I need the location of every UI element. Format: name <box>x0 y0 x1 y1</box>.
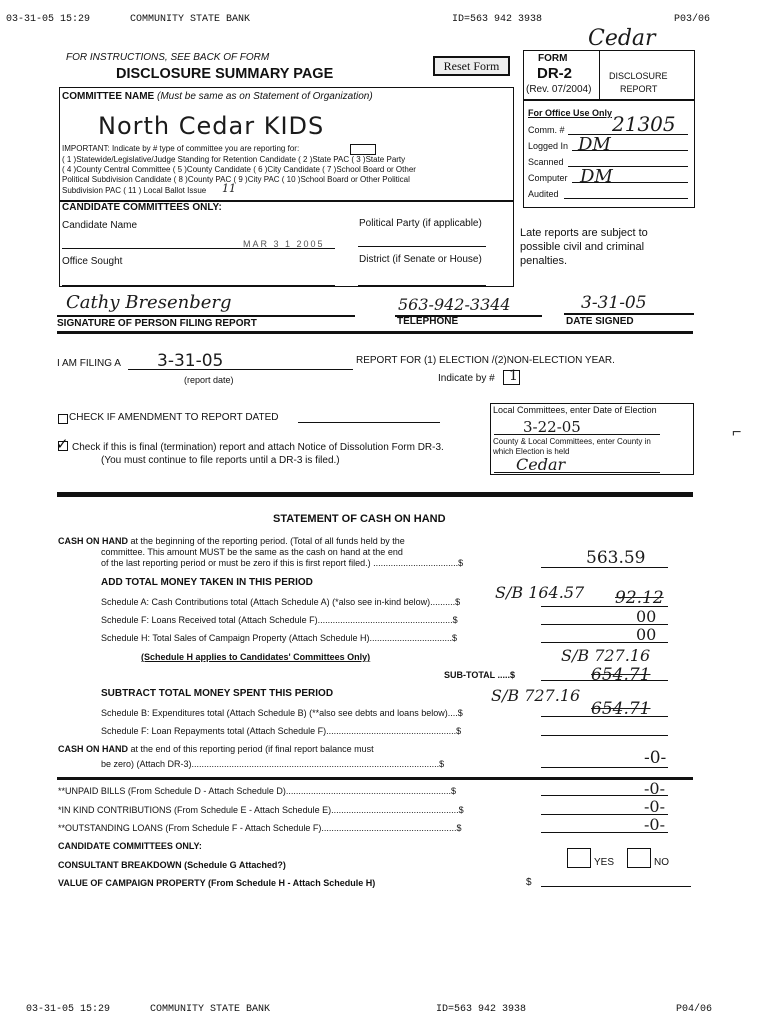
form-number: DR-2 <box>537 65 573 82</box>
filing-value: 3-31-05 <box>157 351 224 371</box>
scanned-label: Scanned <box>528 157 564 167</box>
fax-footer-sender: COMMUNITY STATE BANK <box>150 1004 271 1015</box>
county-handwritten: Cedar <box>588 26 656 51</box>
committee-types-line4: Subdivision PAC ( 11 ) Local Ballot Issue <box>62 186 207 195</box>
office-sought-label: Office Sought <box>62 256 123 267</box>
election-type-value: 1 <box>509 368 518 384</box>
logged-in-label: Logged In <box>528 141 569 151</box>
schedule-a-value: 92.12 <box>615 588 664 608</box>
in-kind-label: *IN KIND CONTRIBUTIONS (From Schedule E - Attach Schedule E)...................................................$ <box>58 805 464 815</box>
computer-label: Computer <box>528 173 568 183</box>
outstanding-loans-label: **OUTSTANDING LOANS (From Schedule F - Attach Schedule F)......................................................$ <box>58 823 462 833</box>
form-type-line1: DISCLOSURE <box>609 71 668 81</box>
add-money-header: ADD TOTAL MONEY TAKEN IN THIS PERIOD <box>101 577 313 588</box>
schedule-a-note: S/B 164.57 <box>495 583 585 602</box>
district-label: District (if Senate or House) <box>359 254 482 265</box>
received-stamp: MAR 3 1 2005 <box>243 239 325 249</box>
coh-end-value: -0- <box>644 748 667 768</box>
candidate-only-header: CANDIDATE COMMITTEES ONLY: <box>58 841 202 851</box>
schedule-h-note: (Schedule H applies to Candidates' Committees Only) <box>141 652 371 662</box>
form-title: DISCLOSURE SUMMARY PAGE <box>116 66 334 82</box>
committee-name-label: COMMITTEE NAME (Must be same as on Statement of Organization) <box>62 91 373 102</box>
campaign-property-label: VALUE OF CAMPAIGN PROPERTY (From Schedule H - Attach Schedule H) <box>58 878 376 888</box>
signature-label: SIGNATURE OF PERSON FILING REPORT <box>57 318 257 329</box>
report-for-text: REPORT FOR (1) ELECTION /(2)NON-ELECTION YEAR. <box>356 355 615 366</box>
important-note: IMPORTANT: Indicate by # type of committee you are reporting for: <box>62 144 300 153</box>
audited-label: Audited <box>528 189 559 199</box>
schedule-b-label: Schedule B: Expenditures total (Attach Schedule B) (**also see debts and loans below)....$ <box>101 708 463 718</box>
local-election-label: Local Committees, enter Date of Election <box>493 405 657 415</box>
fax-header-sender: COMMUNITY STATE BANK <box>130 14 251 25</box>
reset-form-button[interactable]: Reset Form <box>433 56 510 76</box>
coh-begin-line3: of the last reporting period or must be zero if this is first report filed.) ..................................$ <box>101 558 464 568</box>
schedule-f-loans-value: 00 <box>636 607 657 626</box>
consultant-yes-label: YES <box>594 857 615 868</box>
outstanding-loans-value: -0- <box>644 815 665 834</box>
candidate-header: CANDIDATE COMMITTEES ONLY: <box>62 202 222 213</box>
in-kind-value: -0- <box>644 797 665 816</box>
coh-end-line1: CASH ON HAND at the end of this reporting period (if final report balance must <box>58 744 374 754</box>
late-notice-line1: Late reports are subject to <box>520 227 648 239</box>
late-notice-line2: possible civil and criminal <box>520 241 645 253</box>
coh-begin-line2: committee. This amount MUST be the same as the cash on hand at the end <box>101 547 403 557</box>
fax-footer-id: ID=563 942 3938 <box>436 1004 527 1015</box>
unpaid-bills-value: -0- <box>644 779 665 798</box>
subtract-money-header: SUBTRACT TOTAL MONEY SPENT THIS PERIOD <box>101 688 334 699</box>
fax-footer-datetime: 03-31-05 15:29 <box>26 1004 111 1015</box>
party-label: Political Party (if applicable) <box>359 218 482 229</box>
form-label: FORM <box>538 53 568 64</box>
instructions-text: FOR INSTRUCTIONS, SEE BACK OF FORM <box>66 52 270 63</box>
subtotal-label: SUB-TOTAL .....$ <box>444 670 516 680</box>
computer-value: DM <box>580 166 613 187</box>
schedule-b-note: S/B 727.16 <box>491 686 581 705</box>
committee-type-selected: 11 <box>222 182 236 195</box>
date-signed-label: DATE SIGNED <box>566 316 634 327</box>
committee-type-box[interactable] <box>350 144 376 155</box>
coh-end-line2: be zero) (Attach DR-3)...................................................................................................$ <box>101 759 445 769</box>
indicate-label: Indicate by # <box>438 373 495 384</box>
final-report-label: Check if this is final (termination) report and attach Notice of Dissolution Form DR-3. <box>72 442 444 453</box>
comm-value: 21305 <box>612 112 676 136</box>
schedule-h-label: Schedule H: Total Sales of Campaign Property (Attach Schedule H).................................$ <box>101 633 457 643</box>
telephone-label: TELEPHONE <box>397 316 459 327</box>
margin-mark: ⌐ <box>732 424 742 441</box>
consultant-no-label: NO <box>654 857 669 868</box>
telephone-value: 563-942-3344 <box>398 295 511 314</box>
fax-footer-page: P04/06 <box>676 1004 713 1015</box>
county-label-line1: County & Local Committees, enter County in <box>493 437 651 446</box>
schedule-b-value: 654.71 <box>591 699 651 719</box>
report-date-label: (report date) <box>184 375 234 385</box>
amendment-checkbox[interactable] <box>58 414 68 424</box>
final-report-check-mark: ✓ <box>56 436 69 453</box>
logged-in-value: DM <box>578 134 611 155</box>
candidate-name-label: Candidate Name <box>62 220 138 231</box>
cash-section-title: STATEMENT OF CASH ON HAND <box>273 513 446 525</box>
final-report-note: (You must continue to file reports until a DR-3 is filed.) <box>101 455 340 466</box>
schedule-a-label: Schedule A: Cash Contributions total (Attach Schedule A) (*also see in-kind below)..........$ <box>101 597 461 607</box>
schedule-h-value: 00 <box>636 625 657 644</box>
form-revision: (Rev. 07/2004) <box>526 84 592 95</box>
local-election-value: 3-22-05 <box>523 418 581 436</box>
consultant-label: CONSULTANT BREAKDOWN (Schedule G Attached?) <box>58 860 286 870</box>
fax-header-datetime: 03-31-05 15:29 <box>6 14 91 25</box>
consultant-yes-checkbox[interactable] <box>567 848 591 868</box>
late-notice-line3: penalties. <box>520 255 568 267</box>
amendment-label: CHECK IF AMENDMENT TO REPORT DATED <box>69 412 279 423</box>
comm-label: Comm. # <box>528 125 565 135</box>
county-value: Cedar <box>516 455 566 474</box>
coh-begin-line1: CASH ON HAND at the beginning of the reporting period. (Total of all funds held by the <box>58 536 405 546</box>
committee-types-line3: Political Subdivision Candidate ( 8 )County PAC ( 9 )City PAC ( 10 )School Board or Other Political <box>62 175 410 184</box>
campaign-property-dollar: $ <box>526 877 532 888</box>
consultant-no-checkbox[interactable] <box>627 848 651 868</box>
schedule-f-repay-label: Schedule F: Loan Repayments total (Attach Schedule F)....................................................$ <box>101 726 462 736</box>
committee-types-line1: ( 1 )Statewide/Legislative/Judge Standing for Retention Candidate ( 2 )State PAC ( 3 )State Party <box>62 155 406 164</box>
fax-header-id: ID=563 942 3938 <box>452 14 543 25</box>
office-use-title: For Office Use Only <box>528 108 613 118</box>
signature-value: Cathy Bresenberg <box>66 292 232 313</box>
fax-header-page: P03/06 <box>674 14 711 25</box>
county-label-line2: which Election is held <box>493 447 570 456</box>
filing-label: I AM FILING A <box>57 358 121 369</box>
schedule-f-loans-label: Schedule F: Loans Received total (Attach Schedule F)......................................................$ <box>101 615 458 625</box>
unpaid-bills-label: **UNPAID BILLS (From Schedule D - Attach Schedule D)..................................................................$ <box>58 786 456 796</box>
form-type-line2: REPORT <box>620 84 658 94</box>
subtotal-value: 654.71 <box>591 665 651 685</box>
committee-types-line2: ( 4 )County Central Committee ( 5 )County Candidate ( 6 )City Candidate ( 7 )School Board or Other <box>62 165 416 174</box>
subtotal-note: S/B 727.16 <box>561 646 651 665</box>
coh-begin-value: 563.59 <box>586 548 646 568</box>
date-signed-value: 3-31-05 <box>581 293 647 313</box>
committee-name-value: North Cedar KIDS <box>98 112 325 140</box>
